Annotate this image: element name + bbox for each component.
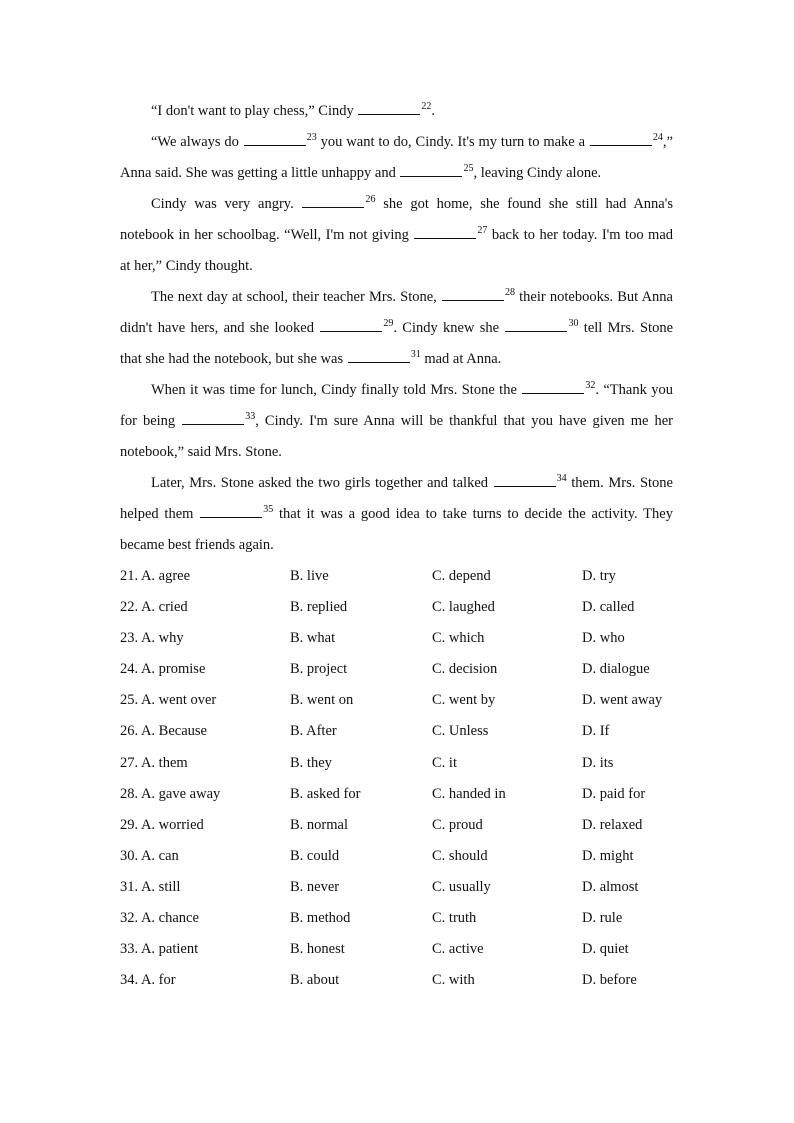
question-row <box>120 592 673 623</box>
blank-number: 29 <box>383 318 394 329</box>
blank-number: 22 <box>421 101 432 112</box>
answer-options <box>120 561 673 996</box>
option-d: D. who <box>582 630 625 647</box>
answer-blank <box>200 503 262 518</box>
option-c: C. should <box>432 847 488 864</box>
passage-text: Later, Mrs. Stone asked the two girls together and talked <box>151 475 493 491</box>
option-c: C. with <box>432 972 475 989</box>
option-c: C. it <box>432 754 457 771</box>
option-c: C. depend <box>432 568 491 584</box>
option-d: D. dialogue <box>582 661 650 678</box>
option-d: D. called <box>582 599 635 616</box>
question-row <box>120 685 673 716</box>
option-b: B. project <box>290 661 348 678</box>
blank-number: 23 <box>306 132 317 143</box>
question-row <box>120 872 673 903</box>
answer-blank <box>358 100 420 115</box>
blank-number: 35 <box>263 504 274 515</box>
answer-blank <box>505 317 567 332</box>
option-b: B. could <box>290 847 340 864</box>
option-a: 34. A. for <box>120 972 176 989</box>
passage-text: tell Mrs. Stone that she had the notebook, but she was <box>120 320 674 367</box>
option-b: B. never <box>290 878 340 895</box>
passage-text: ,” Anna said. She was getting a little unhappy and <box>120 134 673 181</box>
exam-page <box>120 96 673 996</box>
option-c: C. truth <box>432 910 477 927</box>
option-d: D. paid for <box>582 785 646 802</box>
passage-text: “We always do <box>151 134 243 150</box>
answer-blank <box>494 472 556 487</box>
option-d: D. quiet <box>582 941 629 958</box>
passage-paragraph <box>120 375 673 468</box>
passage-paragraph <box>120 282 673 375</box>
blank-number: 34 <box>556 473 567 484</box>
option-b: B. asked for <box>290 785 361 802</box>
question-row <box>120 716 673 747</box>
option-a: 27. A. them <box>120 754 188 771</box>
option-d: D. went away <box>582 692 663 709</box>
answer-blank <box>244 131 306 146</box>
question-row <box>120 903 673 934</box>
question-row <box>120 841 673 872</box>
option-a: 30. A. can <box>120 847 179 864</box>
option-c: C. decision <box>432 661 498 678</box>
option-c: C. laughed <box>432 599 495 616</box>
passage-text: . “Thank you for being <box>120 382 673 429</box>
option-a: 29. A. worried <box>120 816 204 833</box>
option-a: 32. A. chance <box>120 910 199 927</box>
option-b: B. they <box>290 754 332 771</box>
passage-text: their notebooks. But Anna didn't have hers, and she looked <box>120 289 673 336</box>
option-d: D. before <box>582 972 637 989</box>
passage-paragraph <box>120 127 673 189</box>
option-c: C. went by <box>432 692 496 709</box>
passage-paragraph <box>120 468 673 561</box>
option-d: D. almost <box>582 878 639 895</box>
question-row <box>120 748 673 779</box>
question-row <box>120 810 673 841</box>
question-row <box>120 934 673 965</box>
passage-text: , Cindy. I'm sure Anna will be thankful that you have given me her notebook,” said Mrs. Stone. <box>120 413 673 460</box>
question-row <box>120 779 673 810</box>
passage-text: , leaving Cindy alone. <box>473 165 602 181</box>
option-b: B. honest <box>290 941 345 958</box>
passage-paragraph <box>120 189 673 282</box>
option-a: 21. A. agree <box>120 568 191 584</box>
option-a: 31. A. still <box>120 878 181 895</box>
answer-blank <box>414 224 476 239</box>
answer-blank <box>302 193 364 208</box>
question-row <box>120 654 673 685</box>
option-c: C. Unless <box>432 723 489 740</box>
passage-text: When it was time for lunch, Cindy finally told Mrs. Stone the <box>151 382 522 398</box>
blank-number: 28 <box>504 287 515 298</box>
answer-blank <box>590 131 652 146</box>
option-d: D. rule <box>582 910 623 927</box>
option-c: C. active <box>432 941 484 958</box>
passage-text: she got home, she found she still had Anna's notebook in her schoolbag. “Well, I'm not giving <box>120 196 673 243</box>
passage-text: The next day at school, their teacher Mrs. Stone, <box>151 289 441 305</box>
option-d: D. its <box>582 754 614 771</box>
passage-text: . <box>431 103 436 119</box>
passage-text: that it was a good idea to take turns to decide the activity. They became best friends again. <box>120 506 673 553</box>
option-c: C. usually <box>432 878 491 895</box>
question-row <box>120 561 673 592</box>
question-row <box>120 623 673 654</box>
passage-text: “I don't want to play chess,” Cindy <box>151 103 358 119</box>
option-c: C. proud <box>432 816 483 833</box>
passage-text: mad at Anna. <box>420 351 502 367</box>
blank-number: 33 <box>245 411 256 422</box>
blank-number: 32 <box>585 380 596 391</box>
answer-blank <box>522 379 584 394</box>
option-c: C. handed in <box>432 785 506 802</box>
option-b: B. After <box>290 723 337 740</box>
option-b: B. went on <box>290 692 354 709</box>
passage-text: you want to do, Cindy. It's my turn to make a <box>316 134 589 150</box>
option-a: 22. A. cried <box>120 599 188 616</box>
passage-text: back to her today. I'm too mad at her,” Cindy thought. <box>120 227 674 274</box>
option-d: D. relaxed <box>582 816 643 833</box>
option-d: D. If <box>582 723 610 740</box>
passage-text: . Cindy knew she <box>393 320 505 336</box>
option-c: C. which <box>432 630 485 647</box>
question-row <box>120 965 673 996</box>
option-b: B. live <box>290 568 329 584</box>
answer-blank <box>320 317 382 332</box>
passage-text: them. Mrs. Stone helped them <box>120 475 673 522</box>
option-a: 33. A. patient <box>120 941 199 958</box>
blank-number: 30 <box>568 318 579 329</box>
option-a: 24. A. promise <box>120 661 206 678</box>
option-a: 26. A. Because <box>120 723 207 740</box>
option-b: B. what <box>290 630 336 647</box>
option-a: 25. A. went over <box>120 692 217 709</box>
answer-blank <box>182 410 244 425</box>
option-b: B. replied <box>290 599 348 616</box>
option-a: 28. A. gave away <box>120 785 221 802</box>
blank-number: 27 <box>477 225 488 236</box>
blank-number: 25 <box>463 163 474 174</box>
option-d: D. try <box>582 568 616 584</box>
blank-number: 26 <box>365 194 376 205</box>
option-a: 23. A. why <box>120 630 184 647</box>
answer-blank <box>400 162 462 177</box>
option-b: B. method <box>290 910 351 927</box>
option-b: B. normal <box>290 816 348 833</box>
passage-paragraph <box>120 96 673 127</box>
answer-blank <box>348 348 410 363</box>
blank-number: 24 <box>652 132 663 143</box>
cloze-passage <box>120 96 673 561</box>
blank-number: 31 <box>410 349 421 360</box>
option-d: D. might <box>582 847 634 864</box>
passage-text: Cindy was very angry. <box>151 196 302 212</box>
answer-blank <box>442 286 504 301</box>
option-b: B. about <box>290 972 340 989</box>
